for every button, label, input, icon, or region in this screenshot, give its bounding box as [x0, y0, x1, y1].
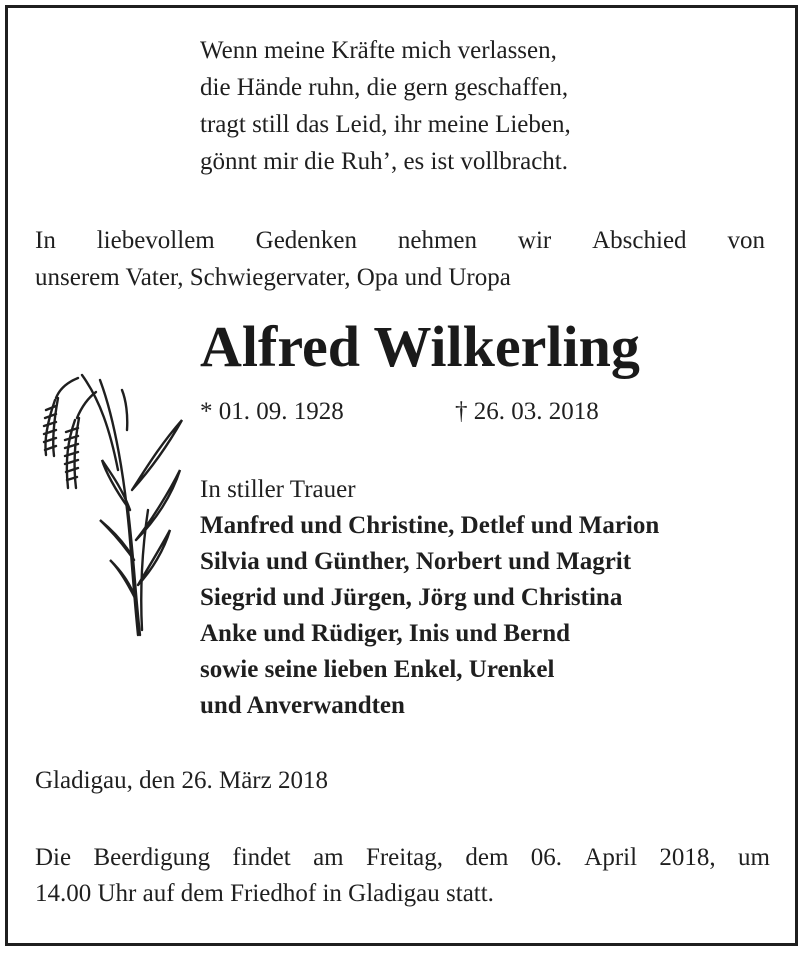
intro-line-1 [35, 222, 765, 259]
mourner-line: Anke und Rüdiger, Inis und Bernd [200, 620, 571, 647]
funeral-word: Die [35, 844, 72, 871]
funeral-word: dem [465, 844, 509, 871]
mourners-block [200, 472, 659, 724]
deceased-name: Alfred Wilkerling [200, 314, 640, 379]
mourner-line: und Anverwandten [200, 692, 405, 719]
wheat-icon [30, 360, 190, 640]
funeral-word: um [737, 844, 770, 871]
poem-line: die Hände ruhn, die gern geschaffen, [200, 74, 569, 101]
death-date: † 26. 03. 2018 [455, 398, 599, 425]
intro-text [35, 222, 765, 296]
funeral-line-1 [35, 840, 770, 876]
mourners-heading: In stiller Trauer [200, 476, 356, 503]
intro-word: Abschied [592, 227, 687, 254]
funeral-line-2: 14.00 Uhr auf dem Friedhof in Gladigau statt. [35, 880, 494, 907]
mourner-line: sowie seine lieben Enkel, Urenkel [200, 656, 555, 683]
mourner-line: Manfred und Christine, Detlef und Marion [200, 512, 660, 539]
intro-word: liebevollem [96, 227, 215, 254]
intro-word: nehmen [397, 227, 478, 254]
funeral-word: Beerdigung [93, 844, 211, 871]
funeral-word: April [584, 844, 638, 871]
intro-line-2: unserem Vater, Schwiegervater, Opa und Uropa [35, 264, 511, 291]
funeral-info [35, 840, 770, 912]
poem-line: Wenn meine Kräfte mich verlassen, [200, 37, 557, 64]
birth-date: * 01. 09. 1928 [200, 398, 344, 425]
intro-word: Gedenken [255, 227, 357, 254]
mourner-line: Siegrid und Jürgen, Jörg und Christina [200, 584, 623, 611]
intro-word: In [35, 227, 56, 254]
poem [200, 32, 680, 180]
funeral-word: findet [232, 844, 291, 871]
place-date: Gladigau, den 26. März 2018 [35, 767, 328, 794]
poem-line: gönnt mir die Ruh’, es ist vollbracht. [200, 148, 569, 175]
intro-word: wir [517, 227, 552, 254]
funeral-word: 06. [530, 844, 562, 871]
poem-line: tragt still das Leid, ihr meine Lieben, [200, 111, 571, 138]
funeral-word: 2018, [659, 844, 716, 871]
funeral-word: am [313, 844, 344, 871]
funeral-word: Freitag, [365, 844, 444, 871]
intro-word: von [727, 227, 765, 254]
mourner-line: Silvia und Günther, Norbert und Magrit [200, 548, 632, 575]
